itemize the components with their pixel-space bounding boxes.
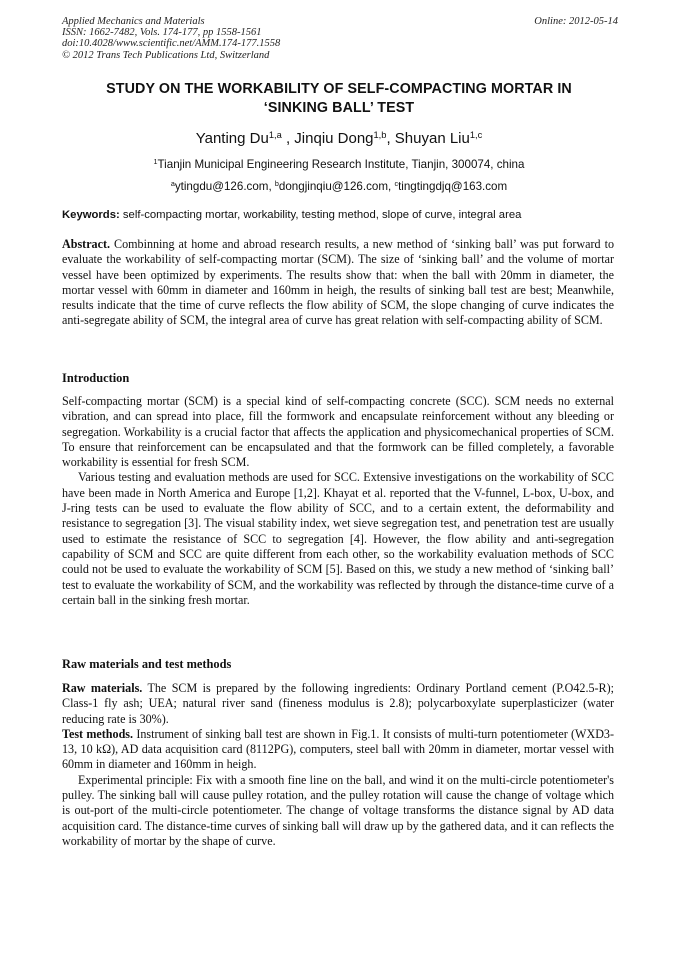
online-date: Online: 2012-05-14 <box>534 16 618 27</box>
author-list: Yanting Du$^{1,a}$ , Jinqiu Dong$^{1,b}$, Shuyan Liu$^{1,c}$ <box>195 129 483 147</box>
test-methods-label: Test methods. <box>62 726 134 741</box>
affiliation <box>62 158 616 172</box>
section-heading-raw-materials: Raw materials and test methods <box>62 657 232 671</box>
abstract-text: Combinning at home and abroad research results, a new method of ‘sinking ball’ was put forward to evaluate the workability of self-compacting mortar (SCM). The size of ‘sinking ball’ and the volume of mortar vessel have been optimized by experiments. The results show that: when the ball with 20mm in diameter, the mortar vessel with 60mm in diameter and 160mm in heigh, the results of sinking ball test are best; Meanwhile, results indicate that the time of curve reflects the flow ability of SCM, the slope changing of curve indicates the anti-segregate ability of SCM, the integral area of curve has great relation with self-compacting ability of SCM. <box>62 237 614 328</box>
journal-doi: doi:10.4028/www.scientific.net/AMM.174-177.1558 <box>62 38 281 50</box>
paragraph: The SCM is prepared by the following ingredients: Ordinary Portland cement (P.O42.5-R); Class-1 fly ash; UEA; natural river sand (fineness modulus is 2.8); polycarboxylate superplasticizer (water reducing rate is 30%). <box>62 681 614 726</box>
affiliation-text: Tianjin Municipal Engineering Research Institute, Tianjin, 300074, china <box>157 158 525 171</box>
author-name: Yanting Du <box>195 130 269 147</box>
email-link[interactable]: tingtingdjq@163.com <box>398 180 508 193</box>
keywords <box>62 208 618 222</box>
email-link[interactable]: dongjinqiu@126.com <box>278 180 389 193</box>
author-name: Jinqiu Dong <box>294 130 374 147</box>
journal-copyright: © 2012 Trans Tech Publications Ltd, Switzerland <box>62 49 270 61</box>
introduction-body <box>62 394 614 608</box>
paragraph: Experimental principle: Fix with a smooth fine line on the ball, and wind it on the multi-circle potentiometer's pulley. The sinking ball will cause pulley rotation, and the pulley rotation will cause the change of voltage which is out-port of the multi-circle potentiometer. The change of voltage transforms the distance signal by AD data acquisition card. The distance-time curves of sinking ball will draw up by the gathered data, and it can reflects the workability of mortar by the shape of curve. <box>62 772 614 848</box>
affiliation-sup: 1 <box>153 157 158 167</box>
journal-name: Applied Mechanics and Materials <box>62 16 205 27</box>
author-name: Shuyan Liu <box>394 130 470 147</box>
keywords-label: Keywords: <box>62 209 120 221</box>
section-heading-introduction: Introduction <box>62 371 130 385</box>
author-sup: 1,c <box>469 129 483 140</box>
email-sup: b <box>274 179 279 189</box>
paragraph: Various testing and evaluation methods are used for SCC. Extensive investigations on the workability of SCC have been made in North America and Europe [1,2]. Khayat et al. reported that the V-funnel, L-box, U-box, and J-ring tests can be used to evaluate the flow ability of SCC, and to a certain extent, the deformability and resistance to segregation [3]. The visual stability index, wet sieve segregation test, and penetration test are usually used to estimate the resistance of SCC to segregation [4]. However, the flow ability and anti-segregation capability of SCM and SCC are quite different from each other, so the workability evaluation methods of SCC could not be used to evaluate the workability of SCM [5]. Based on this, we study a new method of ‘sinking ball’ test to evaluate the workability of SCM, and the workability was reflected by through the distance-time curve of a certain ball in the sinking fresh mortar. <box>62 470 614 607</box>
abstract-label: Abstract. <box>62 237 111 251</box>
author-sup: 1,b <box>373 129 387 140</box>
email-sup: a <box>170 179 175 189</box>
raw-materials-body <box>62 681 614 849</box>
paragraph: Self-compacting mortar (SCM) is a special kind of self-compacting concrete (SCC). SCM needs no external vibration, and can spread into place, fill the formwork and encapsulate reinforcement without any bleeding or segregation. Workability is a crucial factor that affects the application and physicomechanical properties of SCM. To ensure that reinforcement can be encapsulated and that the formwork can be filled completely, a favorable workability is essential for fresh SCM. <box>62 394 614 470</box>
journal-header <box>62 16 618 61</box>
abstract <box>62 237 614 329</box>
paragraph: Instrument of sinking ball test are shown in Fig.1. It consists of multi-turn potentiometer (WXD3-13, 10 kΩ), AD data acquisition card (8112PG), computers, steel ball with 20mm in diameter, mortar vessel with 60mm in diameter and 160mm in heigh. <box>62 726 615 772</box>
journal-issn: ISSN: 1662-7482, Vols. 174-177, pp 1558-1561 <box>62 27 262 39</box>
author-sup: 1,a <box>268 129 282 140</box>
paper-title <box>62 80 616 118</box>
author-emails: $^a$ytingdu@126.com, $^b$dongjinqiu@126.com, $^c$tingtingdjq@163.com <box>170 179 508 193</box>
email-link[interactable]: ytingdu@126.com <box>174 180 269 193</box>
keywords-text: self-compacting mortar, workability, testing method, slope of curve, integral area <box>122 209 522 221</box>
email-sup: c <box>394 179 399 189</box>
raw-materials-label: Raw materials. <box>62 681 143 695</box>
title-line-2: ‘SINKING BALL’ TEST <box>263 100 415 116</box>
title-line-1: STUDY ON THE WORKABILITY OF SELF-COMPACTING MORTAR IN <box>106 81 572 97</box>
